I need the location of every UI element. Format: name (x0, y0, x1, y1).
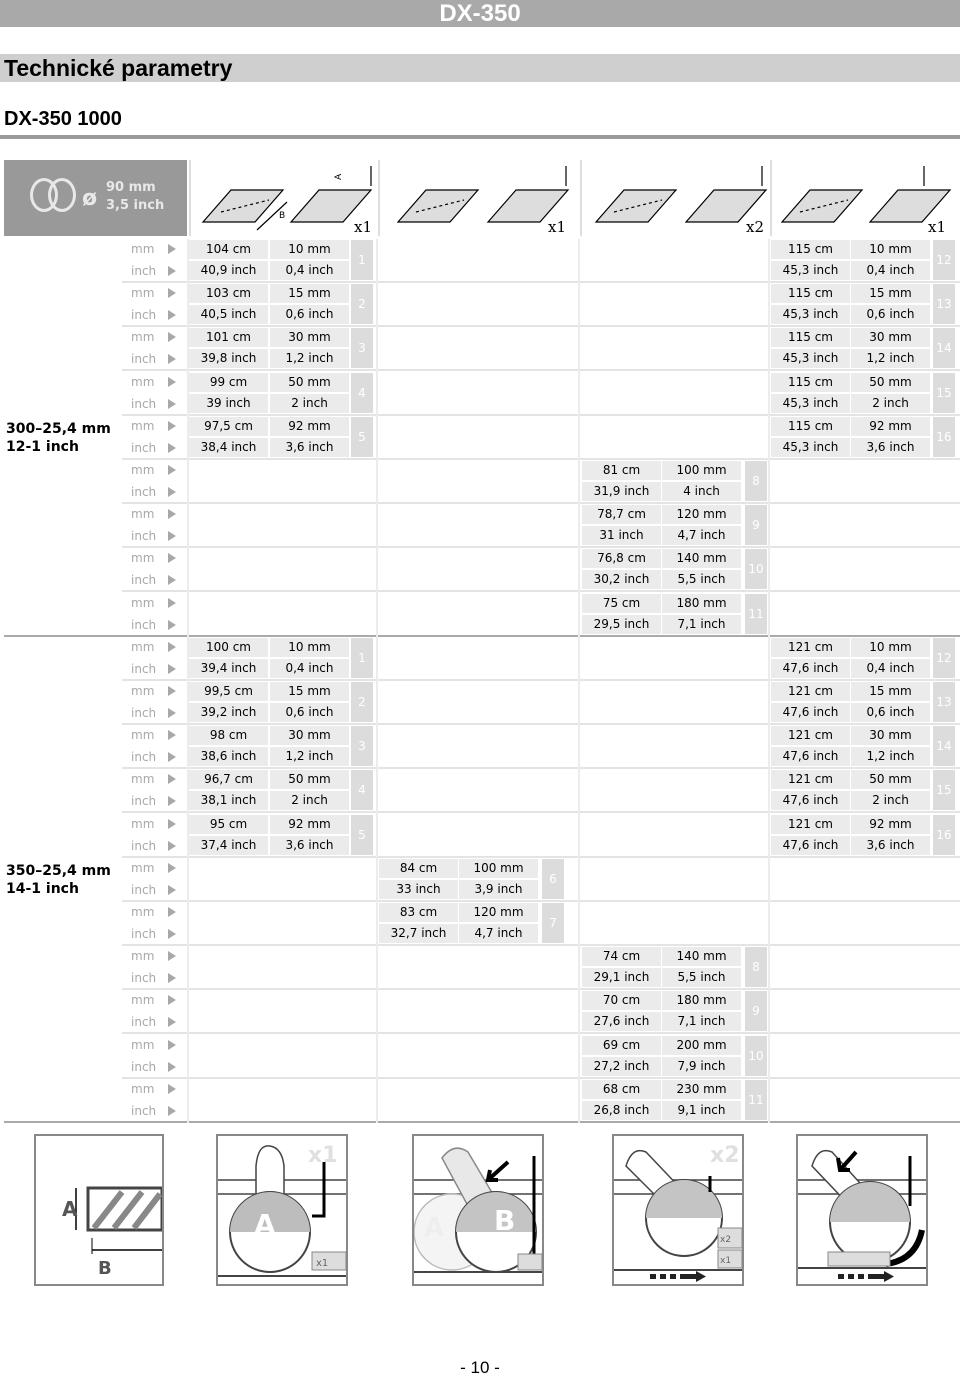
pictogram-multiplier: x2 (710, 1143, 740, 1168)
header-cut-straight (189, 160, 378, 236)
arrow-right-icon (168, 1084, 176, 1094)
cell-length-mm: 115 cm (771, 417, 850, 436)
title-rule (0, 135, 960, 139)
pictogram-small-x1: x1 (720, 1256, 732, 1266)
cell-length-inch: 31 inch (582, 526, 661, 545)
unit-label-mm: mm (131, 684, 155, 698)
cell-length-mm: 121 cm (771, 682, 850, 701)
dimension-pictogram (34, 1134, 164, 1286)
unit-label-mm: mm (131, 993, 155, 1008)
unit-label-inch: inch (131, 1103, 157, 1118)
row-separator (122, 281, 960, 283)
arrow-right-icon (168, 642, 176, 652)
model-title: DX-350 1000 (4, 108, 122, 130)
cell-length-mm: 96,7 cm (189, 770, 268, 789)
cell-depth-mm: 50 mm (270, 770, 349, 789)
row-separator (122, 325, 960, 327)
svg-text:A: A (334, 173, 344, 180)
multiplier-col1: x1 (354, 218, 373, 236)
cell-length-inch: 38,4 inch (189, 438, 268, 457)
cell-length-inch: 27,6 inch (582, 1012, 661, 1031)
cell-length-mm: 75 cm (582, 594, 661, 613)
cell-length-inch: 29,5 inch (582, 615, 661, 634)
row-number-badge: 2 (351, 284, 373, 324)
arrow-right-icon (168, 929, 176, 939)
arrow-right-icon (168, 686, 176, 696)
row-number-badge: 12 (933, 638, 955, 678)
cell-length-inch: 38,6 inch (189, 747, 268, 766)
arrow-right-icon (168, 332, 176, 342)
cell-depth-inch: 1,2 inch (851, 747, 930, 766)
arrow-right-icon (168, 863, 176, 873)
cell-depth-mm: 10 mm (270, 240, 349, 259)
row-number-badge: 5 (351, 417, 373, 457)
cell-length-mm: 115 cm (771, 240, 850, 259)
row-separator (122, 767, 960, 769)
blade-group-label-inch: 12-1 inch (6, 438, 79, 455)
cut-pictogram-1 (216, 1134, 348, 1286)
cell-depth-mm: 50 mm (270, 373, 349, 392)
cell-depth-inch: 7,1 inch (662, 615, 741, 634)
cell-length-inch: 26,8 inch (582, 1101, 661, 1120)
cell-length-mm: 97,5 cm (189, 417, 268, 436)
unit-label-mm: mm (131, 1037, 155, 1052)
cell-length-inch: 33 inch (379, 880, 458, 899)
row-number-badge: 13 (933, 284, 955, 324)
column-separator (578, 239, 580, 1123)
cell-length-inch: 40,5 inch (189, 305, 268, 324)
blade-icon-inner (48, 178, 76, 212)
unit-label-inch: inch (131, 882, 157, 897)
row-number-badge: 11 (745, 1080, 767, 1120)
arrow-right-icon (168, 266, 176, 276)
unit-label-mm: mm (131, 1081, 155, 1096)
arrow-right-icon (168, 399, 176, 409)
unit-label-inch: inch (131, 440, 157, 455)
row-separator (122, 811, 960, 813)
unit-label-inch: inch (131, 617, 157, 632)
dimension-b-label: B (98, 1258, 112, 1279)
cell-length-mm: 99 cm (189, 373, 268, 392)
cell-length-inch: 29,1 inch (582, 968, 661, 987)
cell-depth-inch: 3,9 inch (459, 880, 538, 899)
arrow-right-icon (168, 973, 176, 983)
cell-depth-mm: 120 mm (459, 903, 538, 922)
cell-length-inch: 32,7 inch (379, 924, 458, 943)
cell-length-inch: 37,4 inch (189, 836, 268, 855)
cell-length-mm: 81 cm (582, 461, 661, 480)
cell-depth-inch: 1,2 inch (270, 747, 349, 766)
blade-diameter-inch: 3,5 inch (106, 198, 165, 213)
pictogram-multiplier: x1 (308, 1143, 338, 1168)
arrow-right-icon (168, 730, 176, 740)
cell-depth-inch: 7,9 inch (662, 1057, 741, 1076)
column-separator (768, 239, 770, 1123)
cell-length-inch: 47,6 inch (771, 703, 850, 722)
unit-label-inch: inch (131, 927, 157, 941)
arrow-right-icon (168, 310, 176, 320)
cell-depth-inch: 0,6 inch (270, 305, 349, 324)
section-title: Technické parametry (0, 54, 960, 82)
cell-length-mm: 121 cm (771, 770, 850, 789)
multiplier-col4: x1 (928, 218, 947, 236)
cell-depth-mm: 120 mm (662, 505, 741, 524)
arrow-right-icon (168, 841, 176, 851)
cell-depth-inch: 2 inch (851, 791, 930, 810)
row-number-badge: 15 (933, 373, 955, 413)
unit-label-inch: inch (131, 971, 157, 986)
row-number-badge: 9 (745, 505, 767, 545)
cell-length-inch: 47,6 inch (771, 747, 850, 766)
cell-depth-mm: 10 mm (851, 240, 930, 259)
cell-depth-mm: 15 mm (851, 682, 930, 701)
cell-length-inch: 45,3 inch (771, 438, 850, 457)
row-number-badge: 16 (933, 815, 955, 855)
unit-label-mm: mm (131, 949, 155, 964)
unit-label-mm: mm (131, 595, 155, 610)
cell-depth-mm: 10 mm (270, 638, 349, 657)
unit-label-mm: mm (131, 286, 155, 301)
unit-label-mm: mm (131, 330, 155, 345)
blade-size (106, 179, 164, 215)
pictogram-label-a: A (424, 1213, 445, 1243)
cell-length-mm: 115 cm (771, 373, 850, 392)
cell-length-inch: 31,9 inch (582, 482, 661, 501)
cell-depth-mm: 10 mm (851, 638, 930, 657)
cell-depth-inch: 0,6 inch (270, 703, 349, 722)
arrow-right-icon (168, 995, 176, 1005)
arrow-right-icon (168, 819, 176, 829)
cell-length-inch: 27,2 inch (582, 1057, 661, 1076)
unit-label-mm: mm (131, 860, 155, 875)
arrow-right-icon (168, 575, 176, 585)
cut-pictogram-4 (796, 1134, 928, 1286)
cell-length-mm: 78,7 cm (582, 505, 661, 524)
cell-length-inch: 30,2 inch (582, 570, 661, 589)
row-number-badge: 8 (745, 461, 767, 501)
arrow-right-icon (168, 907, 176, 917)
arrow-right-icon (168, 377, 176, 387)
cell-length-mm: 101 cm (189, 328, 268, 347)
arrow-right-icon (168, 774, 176, 784)
row-number-badge: 12 (933, 240, 955, 280)
cell-depth-mm: 15 mm (851, 284, 930, 303)
unit-label-mm: mm (131, 507, 155, 522)
arrow-right-icon (168, 708, 176, 718)
unit-label-inch: inch (131, 264, 157, 278)
row-number-badge: 15 (933, 770, 955, 810)
cell-length-inch: 40,9 inch (189, 261, 268, 280)
row-separator (122, 679, 960, 681)
row-separator (122, 546, 960, 548)
unit-label-inch: inch (131, 706, 157, 720)
row-separator (122, 1077, 960, 1079)
cell-depth-inch: 0,6 inch (851, 703, 930, 722)
cell-length-inch: 47,6 inch (771, 659, 850, 678)
group-separator (4, 635, 960, 637)
row-number-badge: 11 (745, 594, 767, 634)
arrow-right-icon (168, 620, 176, 630)
row-separator (122, 944, 960, 946)
arrow-right-icon (168, 354, 176, 364)
unit-label-inch: inch (131, 396, 157, 411)
arrow-right-icon (168, 465, 176, 475)
cell-length-mm: 70 cm (582, 991, 661, 1010)
cell-depth-inch: 4,7 inch (662, 526, 741, 545)
unit-label-mm: mm (131, 551, 155, 566)
arrow-right-icon (168, 244, 176, 254)
cell-depth-mm: 200 mm (662, 1036, 741, 1055)
cell-length-mm: 115 cm (771, 328, 850, 347)
row-separator (122, 369, 960, 371)
unit-label-mm: mm (131, 905, 155, 919)
page-number: - 10 - (460, 1358, 500, 1377)
cell-length-inch: 45,3 inch (771, 261, 850, 280)
arrow-right-icon (168, 796, 176, 806)
cell-depth-inch: 3,6 inch (851, 438, 930, 457)
unit-label-mm: mm (131, 242, 155, 256)
row-number-badge: 16 (933, 417, 955, 457)
row-number-badge: 14 (933, 328, 955, 368)
row-number-badge: 5 (351, 815, 373, 855)
arrow-right-icon (168, 752, 176, 762)
cell-length-mm: 100 cm (189, 638, 268, 657)
arrow-right-icon (168, 509, 176, 519)
arrow-right-icon (168, 421, 176, 431)
row-separator (122, 856, 960, 858)
row-number-badge: 4 (351, 373, 373, 413)
cell-depth-mm: 50 mm (851, 770, 930, 789)
row-number-badge: 8 (745, 947, 767, 987)
pictogram-label: A (254, 1208, 276, 1241)
cell-depth-inch: 2 inch (270, 394, 349, 413)
row-separator (122, 1032, 960, 1034)
blade-diameter-mm: 90 mm (106, 180, 156, 195)
row-number-badge: 4 (351, 770, 373, 810)
cell-depth-mm: 100 mm (662, 461, 741, 480)
arrow-right-icon (168, 1106, 176, 1116)
arrow-right-icon (168, 951, 176, 961)
row-number-badge: 10 (745, 549, 767, 589)
model-banner: DX-350 (0, 0, 960, 27)
row-number-badge: 13 (933, 682, 955, 722)
cell-depth-inch: 2 inch (851, 394, 930, 413)
row-number-badge: 3 (351, 726, 373, 766)
cell-depth-inch: 4,7 inch (459, 924, 538, 943)
unit-label-inch: inch (131, 661, 157, 676)
cell-length-mm: 103 cm (189, 284, 268, 303)
cell-length-inch: 39,2 inch (189, 703, 268, 722)
cell-depth-mm: 180 mm (662, 594, 741, 613)
cut-pictogram-2 (412, 1134, 544, 1286)
group-separator (4, 1121, 960, 1123)
cell-depth-mm: 180 mm (662, 991, 741, 1010)
arrow-right-icon (168, 1040, 176, 1050)
row-number-badge: 2 (351, 682, 373, 722)
pictogram-small-x2: x2 (720, 1235, 732, 1245)
cell-depth-inch: 3,6 inch (270, 438, 349, 457)
unit-label-inch: inch (131, 838, 157, 853)
cell-depth-inch: 4 inch (662, 482, 741, 501)
cell-depth-inch: 1,2 inch (851, 349, 930, 368)
row-separator (122, 414, 960, 416)
cell-depth-inch: 1,2 inch (270, 349, 349, 368)
row-number-badge: 14 (933, 726, 955, 766)
unit-label-mm: mm (131, 639, 155, 654)
cell-depth-inch: 3,6 inch (851, 836, 930, 855)
cell-depth-inch: 0,4 inch (270, 261, 349, 280)
unit-label-mm: mm (131, 418, 155, 433)
cell-depth-inch: 9,1 inch (662, 1101, 741, 1120)
cell-depth-mm: 15 mm (270, 682, 349, 701)
unit-label-inch: inch (131, 794, 157, 809)
diameter-icon: ø (82, 186, 98, 211)
unit-label-inch: inch (131, 308, 157, 323)
row-number-badge: 10 (745, 1036, 767, 1076)
arrow-right-icon (168, 664, 176, 674)
cell-depth-inch: 5,5 inch (662, 968, 741, 987)
arrow-right-icon (168, 443, 176, 453)
cell-length-mm: 121 cm (771, 726, 850, 745)
row-number-badge: 6 (542, 859, 564, 899)
multiplier-col2: x1 (548, 218, 567, 236)
row-separator (122, 723, 960, 725)
unit-label-inch: inch (131, 750, 157, 765)
arrow-right-icon (168, 1062, 176, 1072)
cell-length-mm: 69 cm (582, 1036, 661, 1055)
cell-depth-mm: 30 mm (851, 328, 930, 347)
cell-length-inch: 47,6 inch (771, 836, 850, 855)
cell-length-inch: 39,8 inch (189, 349, 268, 368)
row-number-badge: 7 (542, 903, 564, 943)
row-number-badge: 1 (351, 240, 373, 280)
blade-group-label-mm: 300–25,4 mm (6, 420, 111, 437)
cell-length-mm: 68 cm (582, 1080, 661, 1099)
cell-depth-mm: 100 mm (459, 859, 538, 878)
cell-length-inch: 45,3 inch (771, 349, 850, 368)
arrow-right-icon (168, 885, 176, 895)
pictogram-small-multiplier: x1 (316, 1258, 329, 1269)
cell-depth-inch: 0,4 inch (851, 659, 930, 678)
cell-depth-mm: 30 mm (270, 726, 349, 745)
svg-text:B: B (279, 211, 286, 221)
row-separator (122, 458, 960, 460)
cell-depth-mm: 92 mm (270, 815, 349, 834)
dimension-a-label: A (62, 1197, 78, 1221)
unit-label-mm: mm (131, 816, 155, 831)
arrow-right-icon (168, 531, 176, 541)
cut-pictogram-3 (612, 1134, 744, 1286)
arrow-right-icon (168, 1017, 176, 1027)
arrow-right-icon (168, 487, 176, 497)
cell-length-mm: 121 cm (771, 815, 850, 834)
cell-length-mm: 115 cm (771, 284, 850, 303)
unit-label-inch: inch (131, 529, 157, 544)
board-cut-icon (191, 160, 378, 236)
unit-label-mm: mm (131, 463, 155, 477)
cell-length-inch: 47,6 inch (771, 791, 850, 810)
unit-label-mm: mm (131, 728, 155, 743)
cell-depth-mm: 30 mm (851, 726, 930, 745)
column-separator (376, 239, 378, 1123)
cell-depth-inch: 3,6 inch (270, 836, 349, 855)
board-cut-icon (582, 160, 770, 236)
cell-depth-mm: 50 mm (851, 373, 930, 392)
cell-length-mm: 98 cm (189, 726, 268, 745)
row-number-badge: 1 (351, 638, 373, 678)
cell-depth-inch: 0,4 inch (851, 261, 930, 280)
cell-length-inch: 39 inch (189, 394, 268, 413)
unit-label-mm: mm (131, 772, 155, 787)
unit-label-inch: inch (131, 573, 157, 588)
cell-length-mm: 121 cm (771, 638, 850, 657)
blade-header (4, 160, 187, 236)
pictogram-label-b: B (494, 1204, 516, 1237)
cell-length-inch: 38,1 inch (189, 791, 268, 810)
cell-depth-mm: 30 mm (270, 328, 349, 347)
cell-depth-mm: 92 mm (851, 417, 930, 436)
cell-depth-mm: 230 mm (662, 1080, 741, 1099)
header-cut-double (580, 160, 770, 236)
cell-length-mm: 83 cm (379, 903, 458, 922)
column-separator (187, 239, 189, 1123)
cell-length-inch: 39,4 inch (189, 659, 268, 678)
cell-length-mm: 95 cm (189, 815, 268, 834)
cell-depth-mm: 92 mm (270, 417, 349, 436)
cell-depth-mm: 140 mm (662, 947, 741, 966)
cell-length-inch: 45,3 inch (771, 394, 850, 413)
arrow-right-icon (168, 288, 176, 298)
unit-label-inch: inch (131, 352, 157, 367)
cell-depth-inch: 7,1 inch (662, 1012, 741, 1031)
cell-length-mm: 76,8 cm (582, 549, 661, 568)
row-separator (122, 900, 960, 902)
cell-depth-inch: 5,5 inch (662, 570, 741, 589)
cell-length-mm: 104 cm (189, 240, 268, 259)
multiplier-col3: x2 (746, 218, 765, 236)
blade-group-label-inch: 14-1 inch (6, 880, 79, 897)
cell-depth-mm: 92 mm (851, 815, 930, 834)
cell-depth-mm: 140 mm (662, 549, 741, 568)
cell-depth-inch: 0,6 inch (851, 305, 930, 324)
unit-label-inch: inch (131, 485, 157, 499)
unit-label-inch: inch (131, 1059, 157, 1074)
cell-length-inch: 45,3 inch (771, 305, 850, 324)
row-separator (122, 502, 960, 504)
cell-length-mm: 84 cm (379, 859, 458, 878)
cell-depth-inch: 0,4 inch (270, 659, 349, 678)
arrow-right-icon (168, 598, 176, 608)
cell-depth-mm: 15 mm (270, 284, 349, 303)
row-separator (122, 590, 960, 592)
unit-label-mm: mm (131, 374, 155, 389)
unit-label-inch: inch (131, 1015, 157, 1030)
cell-length-mm: 74 cm (582, 947, 661, 966)
row-separator (122, 988, 960, 990)
row-number-badge: 3 (351, 328, 373, 368)
row-number-badge: 9 (745, 991, 767, 1031)
arrow-right-icon (168, 553, 176, 563)
cell-depth-inch: 2 inch (270, 791, 349, 810)
cell-length-mm: 99,5 cm (189, 682, 268, 701)
blade-group-label-mm: 350–25,4 mm (6, 862, 111, 879)
